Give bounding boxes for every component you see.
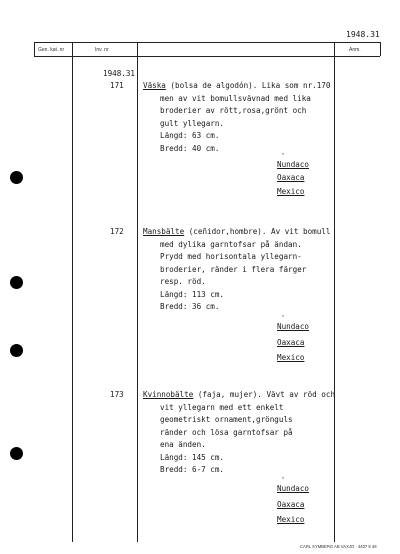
entry-line: gult yllegarn.: [160, 118, 225, 128]
header-bottom-rule: [34, 56, 380, 57]
col-rule-left: [34, 42, 35, 56]
entry-line: med dylika garntofsar på ändan.: [160, 239, 302, 249]
entry-line: Prydd med horisontala yllegarn-: [160, 252, 302, 261]
entry-year: 1948.31: [103, 69, 136, 78]
entry-line: Bredd: 40 cm.: [160, 143, 220, 153]
entry-line: ena änden.: [160, 440, 206, 449]
col-rule-anm: [334, 42, 335, 542]
entry-number: 173: [110, 390, 124, 399]
header-top-rule: [34, 42, 380, 43]
entry-line: broderier av rött,rosa,grönt och: [160, 106, 307, 115]
header-anm: Anm.: [349, 47, 361, 53]
header-inv-nr: Inv. nr: [95, 47, 109, 53]
entry-line: broderier, ränder i flera färger: [160, 264, 307, 274]
entry-line: vit yllegarn med ett enkelt: [160, 402, 284, 412]
entry-line: Längd: 113 cm.: [160, 289, 225, 299]
entry-number: 172: [110, 227, 124, 236]
binder-hole-4: [10, 447, 23, 460]
col-rule-right: [380, 42, 381, 56]
provenance-country: Mexico: [277, 353, 305, 362]
entry-line: Bredd: 36 cm.: [160, 302, 220, 311]
provenance-village: Nundaco: [277, 160, 310, 169]
provenance-state: Oaxaca: [277, 173, 305, 182]
provenance-village: Nundaco: [277, 484, 310, 493]
check-mark: ˇ: [281, 315, 286, 323]
provenance-state: Oaxaca: [277, 338, 305, 347]
entry-name: Mansbälte: [143, 227, 185, 236]
entry-description: Väska (bolsa de algodón). Lika som nr.170: [143, 81, 331, 90]
provenance-village: Nundaco: [277, 322, 310, 331]
entry-line: Bredd: 6-7 cm.: [160, 465, 225, 474]
header-gen-kat-nr: Gen. kat. nr: [38, 47, 65, 53]
entry-name: Väska: [143, 81, 166, 90]
binder-hole-2: [10, 276, 23, 289]
check-mark: ˇ: [281, 477, 286, 485]
entry-description: Kvinnobälte (faja, mujer). Vävt av röd och: [143, 390, 336, 399]
binder-hole-1: [10, 171, 23, 184]
binder-hole-3: [10, 344, 23, 357]
entry-number: 171: [110, 81, 124, 90]
page-date: 1948.31: [346, 30, 380, 39]
entry-description: Mansbälte (ceñidor,hombre). Av vit bomull: [143, 227, 331, 236]
entry-name: Kvinnobälte: [143, 390, 194, 399]
entry-line: ränder och lösa garntofsar på: [160, 427, 293, 437]
entry-line: resp. röd.: [160, 277, 206, 286]
printer-mark: CARL SYMBERG AB VAXJO · 4407 8 48: [300, 544, 377, 549]
provenance-country: Mexico: [277, 515, 305, 524]
entry-line: men av vit bomullsvävnad med lika: [160, 93, 311, 103]
provenance-country: Mexico: [277, 187, 305, 196]
col-rule-gen: [72, 42, 73, 542]
entry-line: Längd: 63 cm.: [160, 131, 220, 140]
provenance-state: Oaxaca: [277, 500, 305, 509]
entry-line: Längd: 145 cm.: [160, 452, 225, 462]
entry-line: geometriskt ornament,grönguls: [160, 415, 293, 424]
col-rule-inv: [137, 42, 138, 542]
check-mark: ˇ: [281, 153, 286, 161]
